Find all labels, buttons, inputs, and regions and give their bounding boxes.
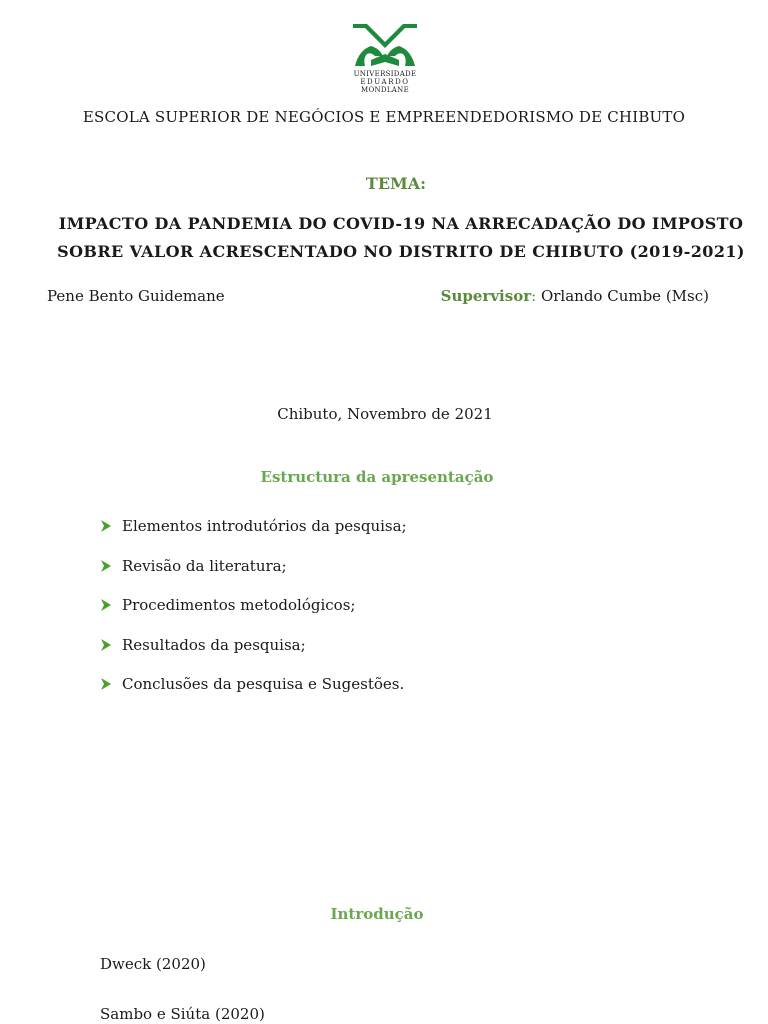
list-item-text: Procedimentos metodológicos; <box>122 596 356 614</box>
structure-list <box>100 517 407 715</box>
list-item-text: Conclusões da pesquisa e Sugestões. <box>122 675 405 693</box>
list-item <box>100 517 407 557</box>
introduction-heading: Introdução <box>330 905 424 923</box>
tema-label: TEMA: <box>365 174 427 193</box>
logo-text-line-1: UNIVERSIDADE <box>353 70 417 78</box>
list-item <box>100 557 407 597</box>
thesis-title-line-2: SOBRE VALOR ACRESCENTADO NO DISTRITO DE CHIBUTO (2019-2021) <box>57 242 745 261</box>
list-item <box>100 675 407 715</box>
supervisor-label: Supervisor <box>440 287 532 305</box>
university-emblem-icon <box>345 20 425 70</box>
arrow-bullet-icon <box>100 636 122 656</box>
arrow-bullet-icon <box>100 517 122 537</box>
supervisor-line <box>441 287 709 305</box>
date-location: Chibuto, Novembro de 2021 <box>277 405 493 423</box>
structure-heading: Estructura da apresentação <box>260 468 494 486</box>
list-item <box>100 636 407 676</box>
thesis-title-line-1: IMPACTO DA PANDEMIA DO COVID-19 NA ARRECADAÇÃO DO IMPOSTO <box>58 214 744 233</box>
reference-line: Sambo e Siúta (2020) <box>100 1005 265 1023</box>
supervisor-name: Orlando Cumbe (Msc) <box>540 287 709 305</box>
list-item-text: Revisão da literatura; <box>122 556 287 575</box>
arrow-bullet-icon <box>100 675 122 695</box>
list-item <box>100 596 407 636</box>
arrow-bullet-icon <box>100 557 122 577</box>
list-item-text: Elementos introdutórios da pesquisa; <box>122 517 407 535</box>
author-name: Pene Bento Guidemane <box>47 287 225 305</box>
reference-line: Dweck (2020) <box>100 955 206 973</box>
logo-text-line-3: MONDLANE <box>361 86 409 94</box>
supervisor-colon: : <box>531 287 541 305</box>
list-item-text: Resultados da pesquisa; <box>122 635 306 654</box>
arrow-bullet-icon <box>100 596 122 616</box>
school-name: ESCOLA SUPERIOR DE NEGÓCIOS E EMPREENDEDORISMO DE CHIBUTO <box>82 108 686 126</box>
logo-text-line-2: EDUARDO <box>360 78 410 86</box>
university-logo <box>345 20 425 98</box>
